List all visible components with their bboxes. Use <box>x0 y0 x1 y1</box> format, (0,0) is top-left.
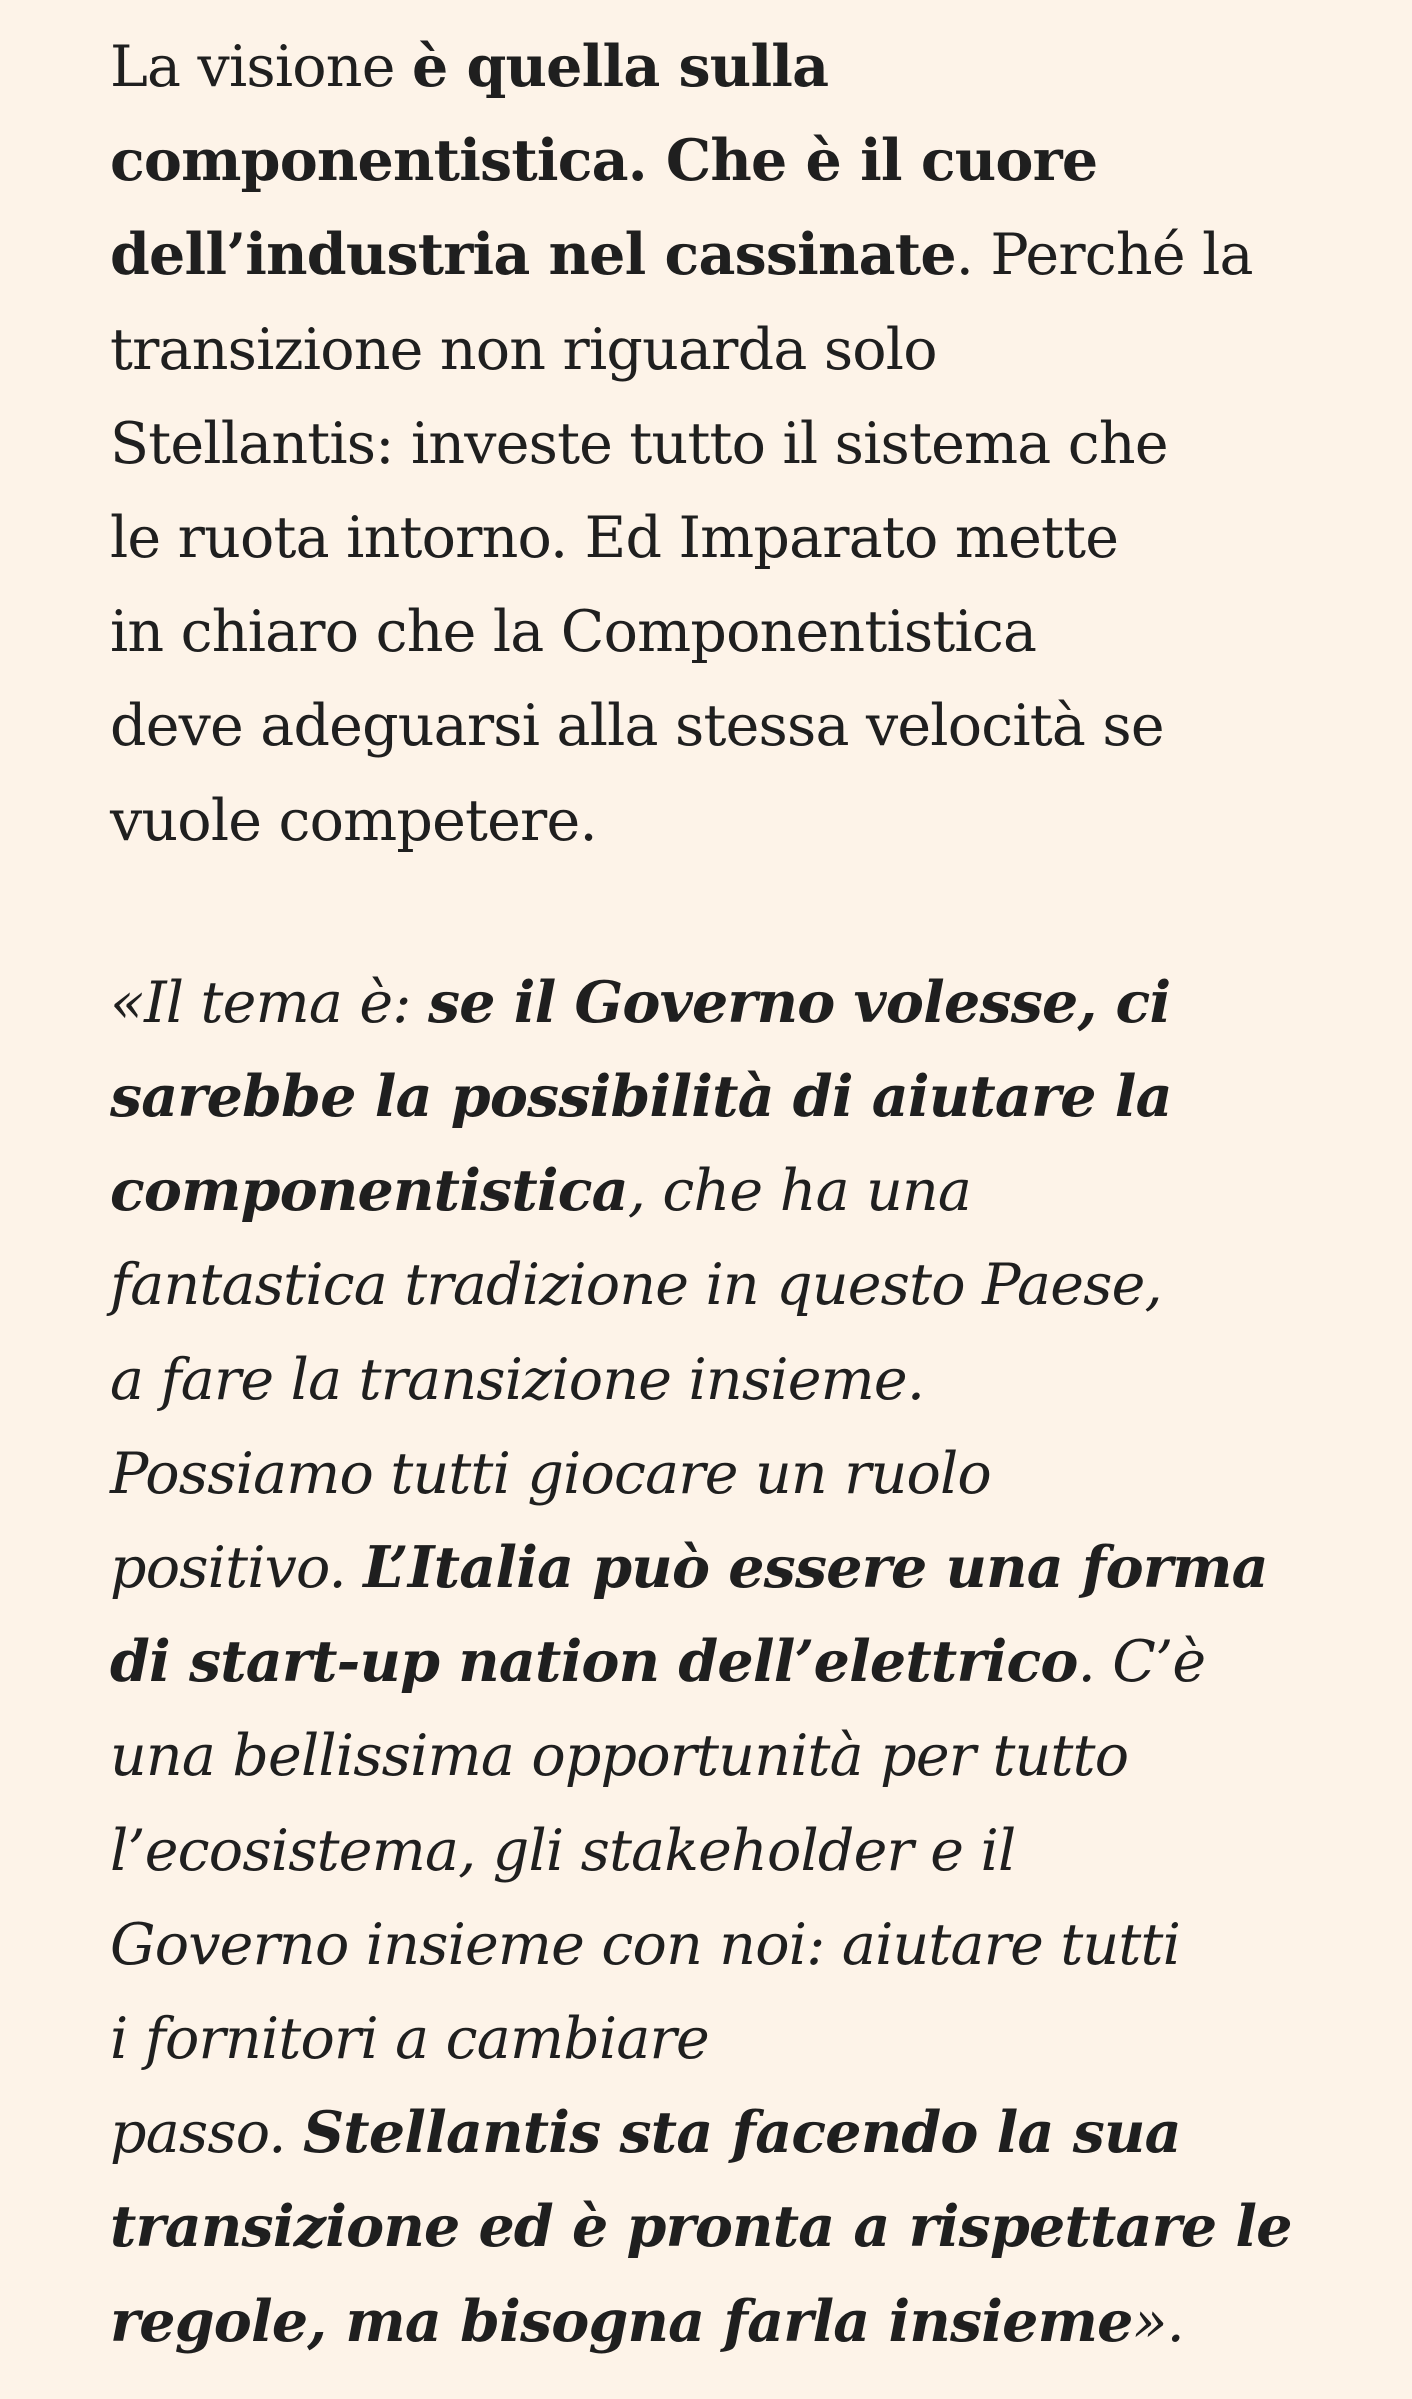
paragraph-quote <box>110 956 1340 2369</box>
text-line <box>110 114 1340 208</box>
text-run: «Il tema è: <box>110 969 428 1036</box>
text-run: l’ecosistema, gli stakeholder e il <box>110 1817 1016 1884</box>
text-line <box>110 2275 1340 2369</box>
article-body <box>110 20 1340 2369</box>
text-run: , che ha una <box>627 1158 972 1225</box>
text-run: le ruota intorno. Ed Imparato mette <box>110 505 1119 572</box>
text-line <box>110 303 1340 397</box>
bold-text-run: è quella sulla <box>411 33 829 100</box>
bold-text-run: sarebbe la possibilità di aiutare la <box>110 1063 1172 1131</box>
text-line <box>110 1992 1340 2086</box>
text-run: . C’è <box>1077 1629 1206 1696</box>
text-run: Governo insieme con noi: aiutare tutti <box>110 1911 1181 1978</box>
text-run: Stellantis: investe tutto il sistema che <box>110 410 1168 477</box>
bold-text-run: componentistica. Che è il cuore <box>110 127 1098 195</box>
text-line <box>110 774 1340 868</box>
bold-text-run: regole, ma bisogna farla insieme <box>110 2287 1133 2355</box>
bold-text-run: componentistica <box>110 1157 628 1225</box>
text-line <box>110 1709 1340 1803</box>
paragraph-intro <box>110 20 1340 868</box>
text-line <box>110 2086 1340 2180</box>
bold-text-run: se il Governo volesse, ci <box>427 968 1171 1036</box>
text-run: vuole competere. <box>110 787 597 854</box>
text-line <box>110 397 1340 491</box>
text-line <box>110 1615 1340 1709</box>
text-line <box>110 1521 1340 1615</box>
bold-text-run: dell’industria nel cassinate <box>110 221 956 289</box>
bold-text-run: transizione ed è pronta a rispettare le <box>110 2193 1292 2261</box>
text-line <box>110 1144 1340 1238</box>
text-run: a fare la transizione insieme. <box>110 1346 925 1413</box>
text-line <box>110 20 1340 114</box>
text-run: La visione <box>110 34 412 100</box>
text-line <box>110 1238 1340 1332</box>
text-line <box>110 1050 1340 1144</box>
text-line <box>110 1898 1340 1992</box>
text-run: transizione non riguarda solo <box>110 316 937 383</box>
text-run: . Perché la <box>955 222 1253 289</box>
text-run: positivo. <box>110 1535 364 1602</box>
text-line <box>110 2180 1340 2274</box>
text-run: ». <box>1132 2288 1184 2355</box>
text-run: Possiamo tutti giocare un ruolo <box>110 1440 991 1507</box>
text-line <box>110 585 1340 679</box>
bold-text-run: L’Italia può essere una forma <box>363 1534 1268 1602</box>
text-run: passo. <box>110 2100 303 2167</box>
text-line <box>110 1804 1340 1898</box>
text-line <box>110 679 1340 773</box>
text-line <box>110 208 1340 302</box>
text-line <box>110 956 1340 1050</box>
bold-text-run: di start-up nation dell’elettrico <box>110 1628 1078 1696</box>
text-run: una bellissima opportunità per tutto <box>110 1723 1129 1790</box>
text-run: fantastica tradizione in questo Paese, <box>110 1252 1162 1319</box>
text-run: in chiaro che la Componentistica <box>110 599 1037 666</box>
text-line <box>110 1427 1340 1521</box>
text-line <box>110 1333 1340 1427</box>
text-line <box>110 491 1340 585</box>
bold-text-run: Stellantis sta facendo la sua <box>302 2099 1181 2167</box>
text-run: i fornitori a cambiare <box>110 2006 709 2073</box>
text-run: deve adeguarsi alla stessa velocità se <box>110 693 1164 760</box>
